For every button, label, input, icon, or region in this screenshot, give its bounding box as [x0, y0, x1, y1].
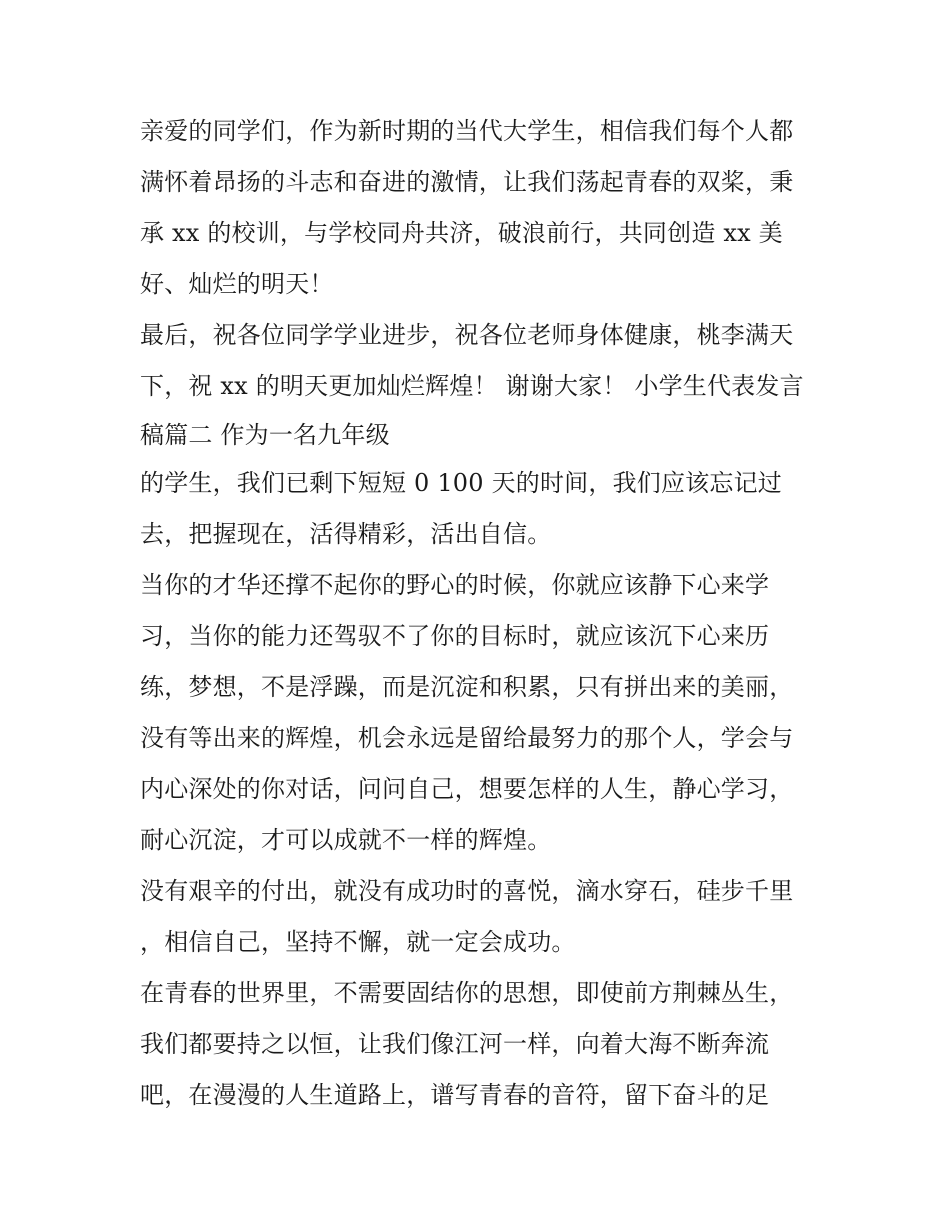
text-line: 的学生，我们已剩下短短 0 100 天的时间，我们应该忘记过: [140, 469, 782, 497]
text-line: 内心深处的你对话，问问自己，想要怎样的人生，静心学习，: [140, 775, 794, 803]
text-line: 没有艰辛的付出，就没有成功时的喜悦，滴水穿石，硅步千里: [140, 877, 794, 905]
document-body: [140, 106, 830, 1121]
text-line: 当你的才华还撑不起你的野心的时候，你就应该静下心来学: [140, 571, 770, 599]
text-line: 最后，祝各位同学学业进步，祝各位老师身体健康，桃李满天: [140, 321, 794, 349]
text-line: 好、灿烂的明天！: [140, 270, 334, 298]
text-line: 亲爱的同学们，作为新时期的当代大学生，相信我们每个人都: [140, 117, 794, 145]
text-line: 满怀着昂扬的斗志和奋进的激情，让我们荡起青春的双桨，秉: [140, 168, 794, 196]
text-line: 我们都要持之以恒，让我们像江河一样，向着大海不断奔流: [140, 1030, 770, 1058]
text-line: 稿篇二 作为一名九年级: [140, 421, 390, 449]
text-line: 吧，在漫漫的人生道路上，谱写青春的音符，留下奋斗的足: [140, 1081, 770, 1109]
text-line: 承 xx 的校训，与学校同舟共济，破浪前行，共同创造 xx 美: [140, 219, 783, 247]
text-line: 没有等出来的辉煌，机会永远是留给最努力的那个人，学会与: [140, 724, 794, 752]
text-line: 下，祝 xx 的明天更加灿烂辉煌！ 谢谢大家！ 小学生代表发言: [140, 372, 804, 400]
text-line: 习，当你的能力还驾驭不了你的目标时，就应该沉下心来历: [140, 622, 770, 650]
text-line: ，相信自己，坚持不懈，就一定会成功。: [140, 928, 576, 956]
text-line: 耐心沉淀，才可以成就不一样的辉煌。: [140, 826, 552, 854]
text-line: 练，梦想，不是浮躁，而是沉淀和积累，只有拼出来的美丽，: [140, 673, 794, 701]
text-line: 在青春的世界里，不需要固结你的思想，即使前方荆棘丛生，: [140, 979, 794, 1007]
text-line: 去，把握现在，活得精彩，活出自信。: [140, 520, 552, 548]
